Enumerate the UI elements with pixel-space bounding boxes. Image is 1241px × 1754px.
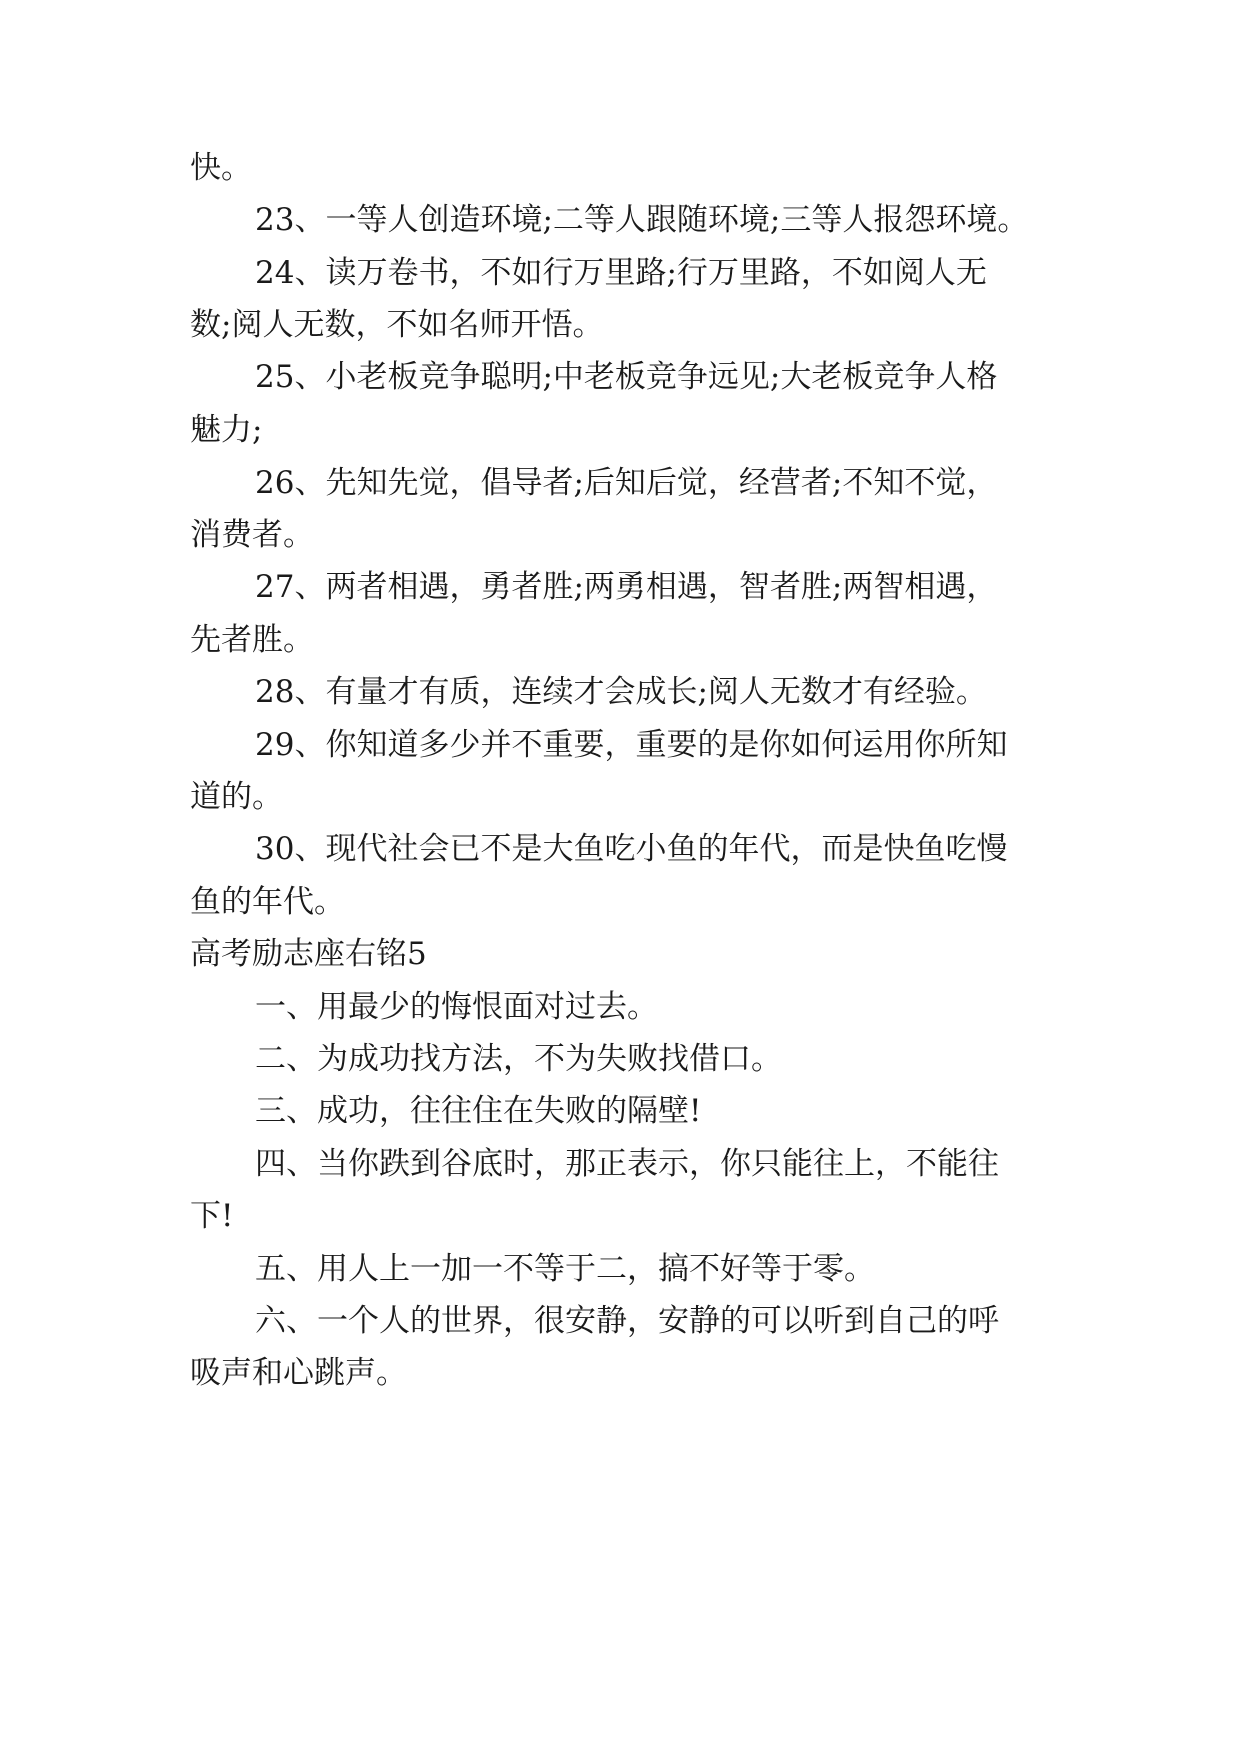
text-line: 27、两者相遇，勇者胜;两勇相遇，智者胜;两智相遇， <box>255 569 998 605</box>
text-line: 三、成功，往往住在失败的隔壁! <box>255 1093 702 1129</box>
text-line: 魅力; <box>190 412 263 448</box>
text-line: 28、有量才有质，连续才会成长;阅人无数才有经验。 <box>255 674 987 710</box>
text-line: 29、你知道多少并不重要，重要的是你如何运用你所知 <box>255 727 1008 763</box>
text-line: 下! <box>190 1198 234 1234</box>
text-line: 消费者。 <box>190 517 314 553</box>
text-line: 六、一个人的世界，很安静，安静的可以听到自己的呼 <box>255 1303 999 1339</box>
text-line: 23、一等人创造环境;二等人跟随环境;三等人报怨环境。 <box>255 202 1029 238</box>
text-line: 二、为成功找方法，不为失败找借口。 <box>255 1041 782 1077</box>
section-heading: 高考励志座右铭5 <box>190 936 427 972</box>
text-line: 四、当你跌到谷底时，那正表示，你只能往上，不能往 <box>255 1146 999 1182</box>
text-line: 30、现代社会已不是大鱼吃小鱼的年代，而是快鱼吃慢 <box>255 831 1008 867</box>
text-line: 五、用人上一加一不等于二，搞不好等于零。 <box>255 1251 875 1287</box>
text-line: 26、先知先觉，倡导者;后知后觉，经营者;不知不觉， <box>255 465 998 501</box>
text-line: 快。 <box>190 150 252 186</box>
text-line: 一、用最少的悔恨面对过去。 <box>255 989 658 1025</box>
text-line: 道的。 <box>190 779 283 815</box>
text-line: 吸声和心跳声。 <box>190 1355 407 1391</box>
text-line: 24、读万卷书，不如行万里路;行万里路，不如阅人无 <box>255 255 987 291</box>
text-line: 数;阅人无数，不如名师开悟。 <box>190 307 604 343</box>
text-line: 25、小老板竞争聪明;中老板竞争远见;大老板竞争人格 <box>255 359 998 395</box>
text-line: 鱼的年代。 <box>190 884 345 920</box>
text-line: 先者胜。 <box>190 622 314 658</box>
